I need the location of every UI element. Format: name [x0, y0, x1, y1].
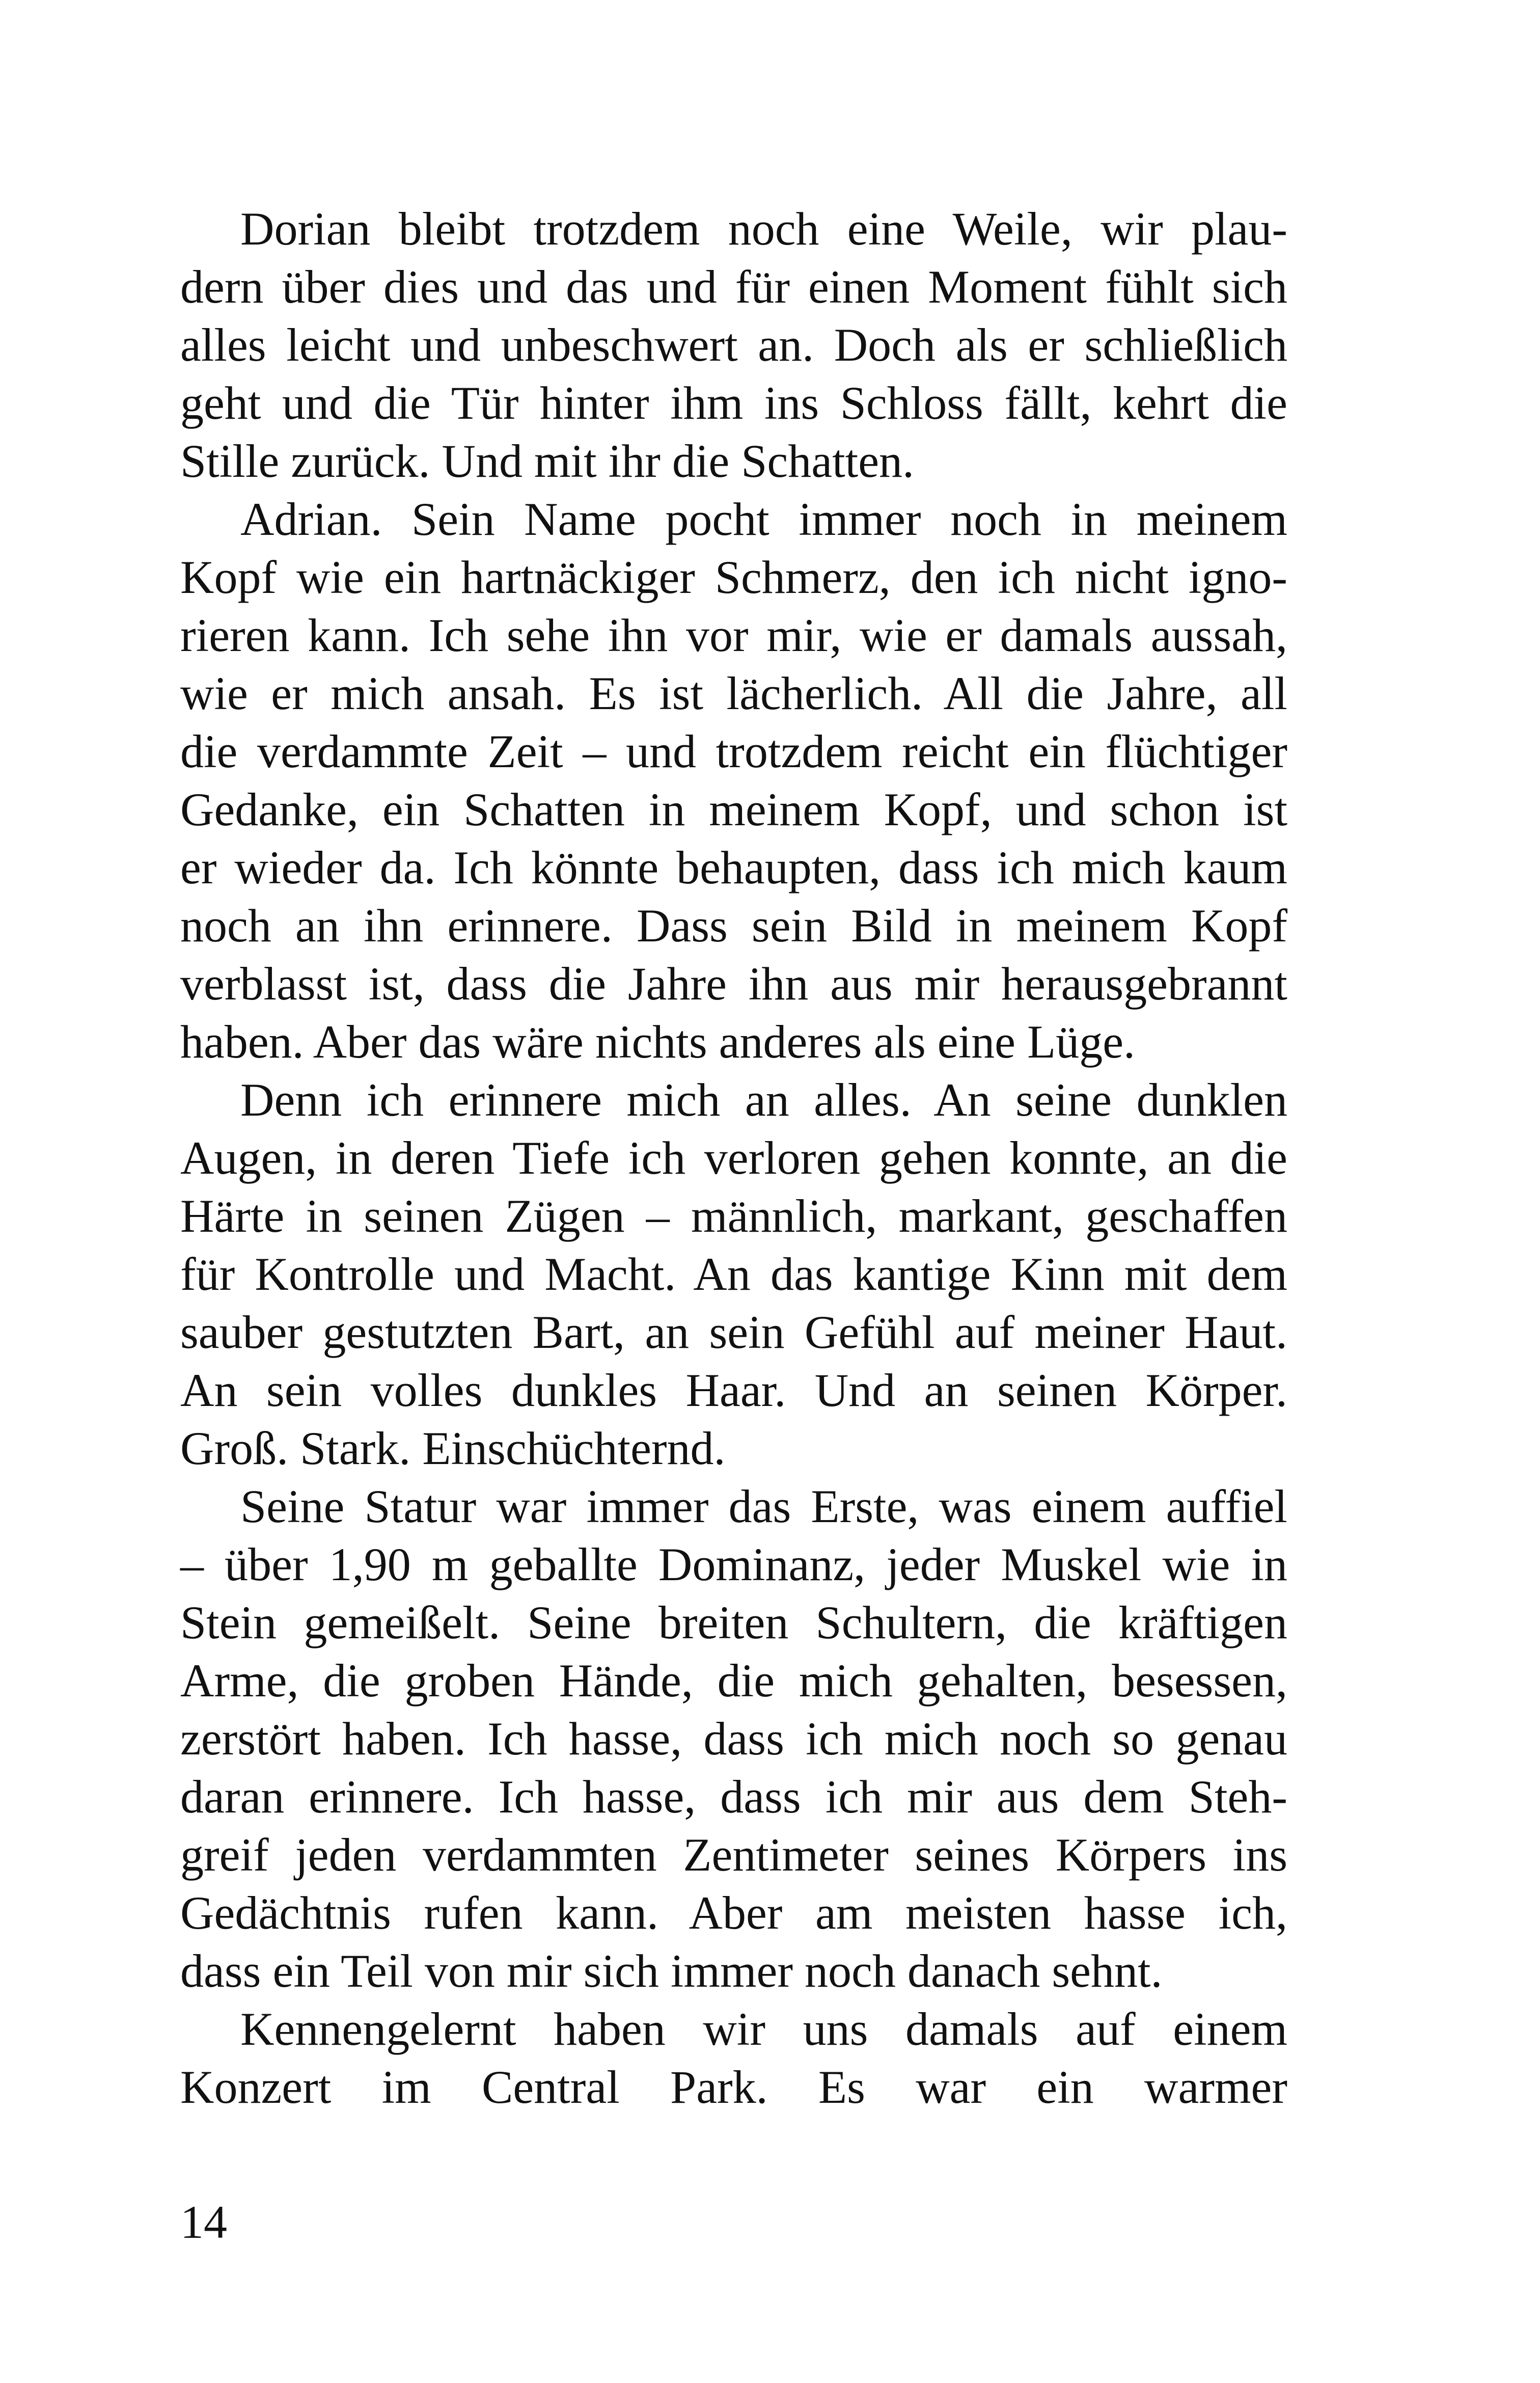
text-line: haben. Aber das wäre nichts anderes als eine Lüge. [180, 1016, 1136, 1068]
text-line: Härte in seinen Zügen – männlich, markant, geschaffen [180, 1190, 1287, 1242]
paragraph-5 [180, 2000, 1287, 2116]
text-line: Adrian. Sein Name pocht immer noch in meinem [240, 493, 1287, 545]
text-line: er wieder da. Ich könnte behaupten, dass ich mich kaum [180, 842, 1287, 893]
text-line: Denn ich erinnere mich an alles. An seine dunklen [240, 1074, 1287, 1126]
text-line: Seine Statur war immer das Erste, was einem auffiel [240, 1480, 1287, 1532]
text-line: die verdammte Zeit – und trotzdem reicht ein flüchtiger [180, 725, 1287, 777]
text-line: Kopf wie ein hartnäckiger Schmerz, den ich nicht igno- [180, 551, 1287, 603]
text-line: – über 1,90 m geballte Dominanz, jeder Muskel wie in [180, 1538, 1287, 1590]
paragraph-3 [180, 1071, 1287, 1477]
text-line: zerstört haben. Ich hasse, dass ich mich noch so genau [180, 1713, 1287, 1765]
text-line: greif jeden verdammten Zentimeter seines Körpers ins [180, 1829, 1287, 1881]
paragraph-2 [180, 490, 1287, 1071]
text-line: An sein volles dunkles Haar. Und an seinen Körper. [180, 1364, 1287, 1416]
text-line: Stille zurück. Und mit ihr die Schatten. [180, 435, 915, 487]
text-line: Arme, die groben Hände, die mich gehalten, besessen, [180, 1655, 1287, 1707]
text-line: für Kontrolle und Macht. An das kantige Kinn mit dem [180, 1248, 1287, 1300]
text-line: sauber gestutzten Bart, an sein Gefühl auf meiner Haut. [180, 1306, 1287, 1358]
text-line: Augen, in deren Tiefe ich verloren gehen konnte, an die [180, 1132, 1287, 1184]
text-line: geht und die Tür hinter ihm ins Schloss fällt, kehrt die [180, 377, 1287, 429]
text-line: Kennengelernt haben wir uns damals auf einem [240, 2003, 1287, 2055]
text-line: dass ein Teil von mir sich immer noch danach sehnt. [180, 1945, 1163, 1997]
paragraph-4 [180, 1477, 1287, 2000]
text-line: noch an ihn erinnere. Dass sein Bild in meinem Kopf [180, 900, 1287, 952]
text-line: dern über dies und das und für einen Moment fühlt sich [180, 261, 1287, 313]
text-line: Gedanke, ein Schatten in meinem Kopf, und schon ist [180, 783, 1287, 835]
text-line: Gedächtnis rufen kann. Aber am meisten hasse ich, [180, 1887, 1287, 1939]
paragraph-1 [180, 200, 1287, 490]
text-line: Dorian bleibt trotzdem noch eine Weile, wir plau- [240, 203, 1287, 255]
body-text [180, 200, 1287, 2116]
text-line: wie er mich ansah. Es ist lächerlich. All die Jahre, all [180, 667, 1287, 719]
page-number: 14 [180, 2196, 227, 2248]
text-line: verblasst ist, dass die Jahre ihn aus mir herausgebrannt [180, 958, 1287, 1010]
text-line: alles leicht und unbeschwert an. Doch als er schließlich [180, 319, 1287, 371]
text-line: rieren kann. Ich sehe ihn vor mir, wie er damals aussah, [180, 609, 1287, 661]
text-line: Groß. Stark. Einschüchternd. [180, 1422, 726, 1474]
text-line: Konzert im Central Park. Es war ein warmer [180, 2061, 1287, 2113]
text-line: daran erinnere. Ich hasse, dass ich mir aus dem Steh- [180, 1771, 1287, 1823]
text-line: Stein gemeißelt. Seine breiten Schultern, die kräftigen [180, 1596, 1287, 1648]
